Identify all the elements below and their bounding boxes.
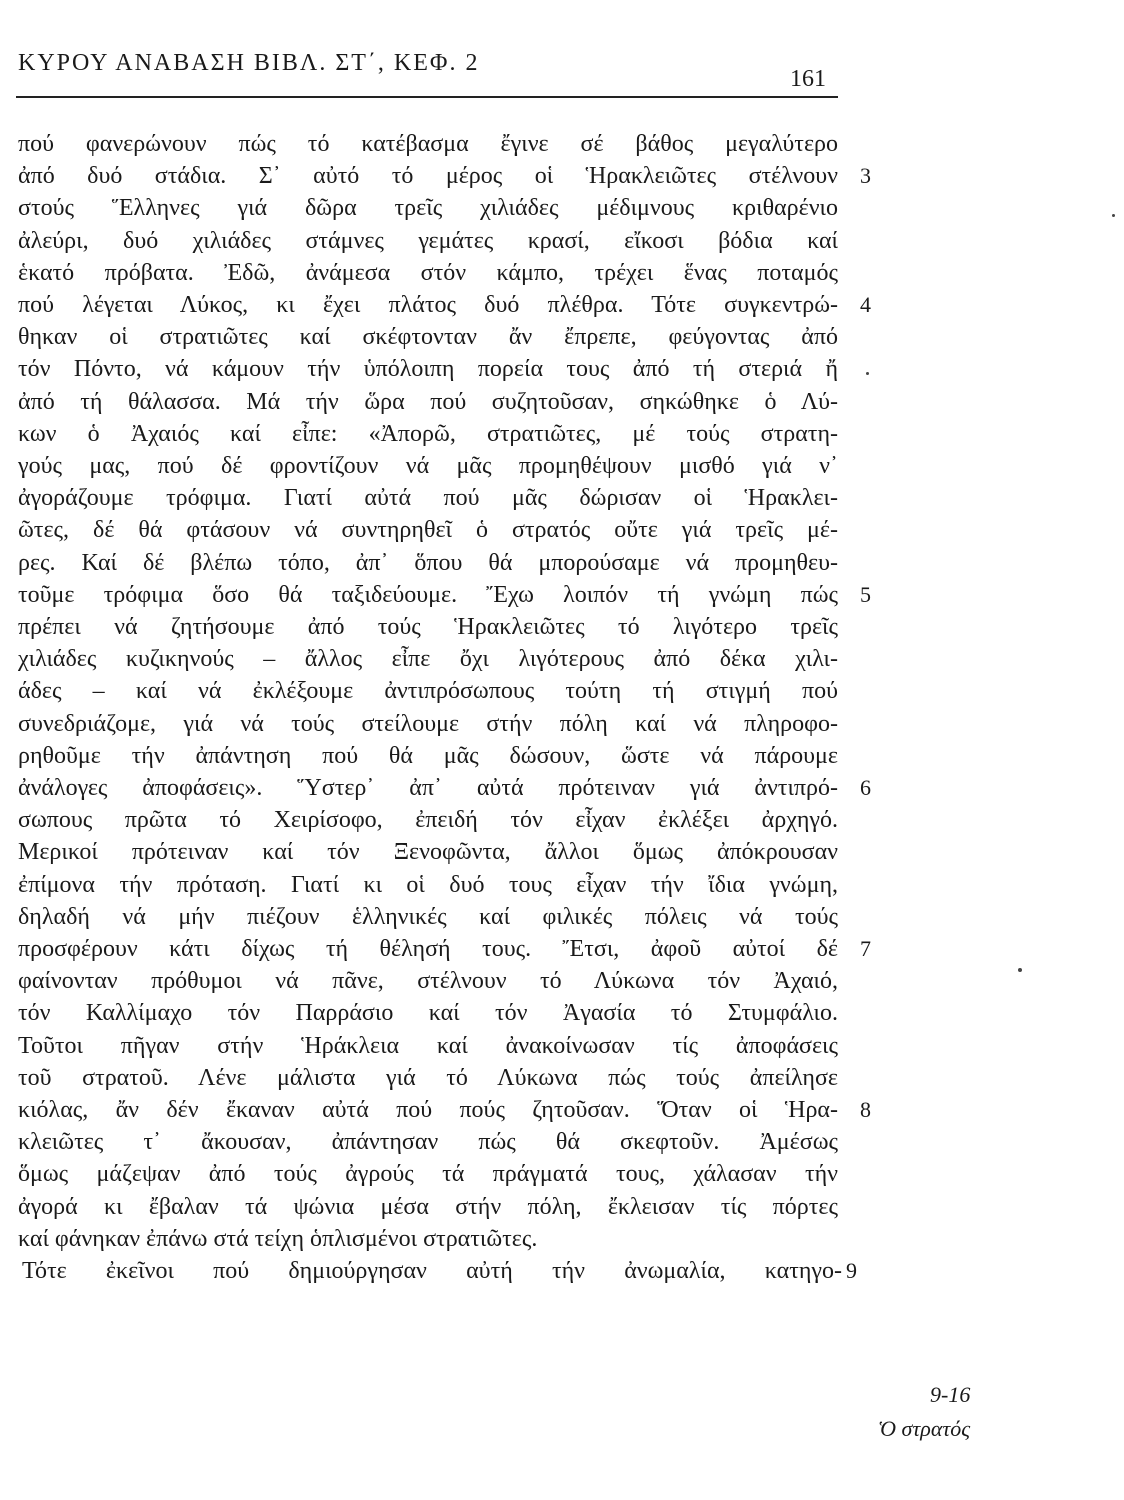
text-line: πού φανερώνουν πώς τό κατέβασμα ἔγινε σέ βάθος μεγαλύτερο (18, 131, 838, 157)
section-number: 5 (860, 581, 871, 607)
text-line: πρέπει νά ζητήσουμε ἀπό τούς Ἡρακλειῶτες τό λιγότερο τρεῖς (18, 614, 838, 640)
text-line: Τοῦτοι πῆγαν στήν Ἡράκλεια καί ἀνακοίνωσαν τίς ἀποφάσεις (18, 1032, 838, 1059)
text-line: ρες. Καί δέ βλέπω τόπο, ἀπ᾿ ὅπου θά μπορούσαμε νά προμηθευ- (18, 549, 838, 576)
text-line: τοῦ στρατοῦ. Λένε μάλιστα γιά τό Λύκωνα πώς τούς ἀπείλησε (18, 1064, 838, 1091)
text-line: τόν Πόντο, νά κάμουν τήν ὑπόλοιπη πορεία τους ἀπό τή στεριά ἤ (18, 356, 838, 383)
page-number: 161 (790, 66, 826, 92)
text-line: ρηθοῦμε τήν ἀπάντηση πού θά μᾶς δώσουν, ὥστε νά πάρουμε (18, 742, 838, 769)
sidenote-range: 9-16 (930, 1382, 971, 1407)
text-line: ἑκατό πρόβατα. Ἐδῶ, ἀνάμεσα στόν κάμπο, τρέχει ἕνας ποταμός (18, 259, 838, 286)
text-line: τόν Καλλίμαχο τόν Παρράσιο καί τόν Ἀγασία τό Στυμφάλιο. (18, 1000, 838, 1027)
text-line: θηκαν οἱ στρατιῶτες καί σκέφτονταν ἄν ἔπρεπε, φεύγοντας ἀπό (18, 324, 838, 351)
section-number: 6 (860, 775, 871, 800)
text-line: ὅμως μάζεψαν ἀπό τούς ἀγρούς τά πράγματά τους, χάλασαν τήν (18, 1161, 838, 1188)
text-line: συνεδριάζομε, γιά νά τούς στείλουμε στήν πόλη καί νά πληροφο- (18, 710, 838, 737)
text-line: ἀπό τή θάλασσα. Μά τήν ὥρα πού συζητοῦσαν, σηκώθηκε ὁ Λύ- (18, 388, 838, 415)
text-line: κλειῶτες τ᾿ ἄκουσαν, ἀπάντησαν πώς θά σκεφτοῦν. Ἀμέσως (18, 1129, 838, 1156)
text-line: τοῦμε τρόφιμα ὅσο θά ταξιδεύουμε. Ἔχω λοιπόν τή γνώμη πώς (18, 581, 838, 608)
text-line: κων ὁ Ἀχαιός καί εἶπε: «Ἀπορῶ, στρατιῶτες, μέ τούς στρατη- (18, 420, 838, 447)
running-header-title: ΚΥΡΟΥ ΑΝΑΒΑΣΗ ΒΙΒΛ. ΣΤ΄, ΚΕΦ. 2 (18, 50, 480, 76)
scan-speck (866, 372, 869, 375)
section-number: 8 (860, 1097, 871, 1122)
text-line: στούς Ἕλληνες γιά δῶρα τρεῖς χιλιάδες μέδιμνους κριθαρένιο (18, 195, 838, 222)
text-line: ἀλεύρι, δυό χιλιάδες στάμνες γεμάτες κρασί, εἴκοσι βόδια καί (18, 227, 838, 254)
text-line: δηλαδή νά μήν πιέζουν ἑλληνικές καί φιλικές πόλεις νά τούς (18, 903, 838, 930)
text-line: ἀγοράζουμε τρόφιμα. Γιατί αὐτά πού μᾶς δώρισαν οἱ Ἡρακλει- (18, 485, 838, 512)
header-divider (16, 96, 838, 98)
text-line: σωπους πρῶτα τό Χειρίσοφο, ἐπειδή τόν εἶχαν ἐκλέξει ἀρχηγό. (18, 807, 838, 834)
text-line: ἀπό δυό στάδια. Σ᾿ αὐτό τό μέρος οἱ Ἡρακλειῶτες στέλνουν (18, 163, 838, 190)
section-number: 9 (846, 1258, 857, 1283)
text-line: προσφέρουν κάτι δίχως τή θέλησή τους. Ἔτσι, ἀφοῦ αὐτοί δέ (18, 936, 838, 962)
section-number: 4 (860, 292, 871, 317)
text-line: καί φάνηκαν ἐπάνω στά τείχη ὁπλισμένοι στρατιῶτες. (18, 1225, 538, 1252)
text-line: ἀγορά κι ἔβαλαν τά ψώνια μέσα στήν πόλη, ἔκλεισαν τίς πόρτες (18, 1193, 838, 1220)
text-line: ῶτες, δέ θά φτάσουν νά συντηρηθεῖ ὁ στρατός οὔτε γιά τρεῖς μέ- (18, 517, 838, 544)
text-line: ἐπίμονα τήν πρόταση. Γιατί κι οἱ δυό τους εἶχαν τήν ἴδια γνώμη, (18, 871, 838, 898)
text-line: ἀνάλογες ἀποφάσεις». Ὕστερ᾿ ἀπ᾿ αὐτά πρότειναν γιά ἀντιπρό- (18, 775, 838, 801)
section-number: 3 (860, 163, 871, 189)
scan-speck (1112, 214, 1115, 217)
text-line: κιόλας, ἄν δέν ἔκαναν αὐτά πού πούς ζητοῦσαν. Ὅταν οἱ Ἡρα- (18, 1097, 838, 1123)
text-line: Τότε ἐκεῖνοι πού δημιούργησαν αὐτή τήν ἀνωμαλία, κατηγο- (22, 1258, 842, 1284)
scan-speck (1018, 968, 1022, 972)
text-line: χιλιάδες κυζικηνούς – ἄλλος εἶπε ὄχι λιγότερους ἀπό δέκα χιλι- (18, 646, 838, 673)
text-line: Μερικοί πρότειναν καί τόν Ξενοφῶντα, ἄλλοι ὅμως ἀπόκρουσαν (18, 839, 838, 866)
text-line: πού λέγεται Λύκος, κι ἔχει πλάτος δυό πλέθρα. Τότε συγκεντρώ- (18, 292, 838, 318)
sidenote-label: Ὁ στρατός (878, 1416, 971, 1441)
section-number: 7 (860, 936, 871, 961)
text-line: φαίνονταν πρόθυμοι νά πᾶνε, στέλνουν τό Λύκωνα τόν Ἀχαιό, (18, 968, 838, 995)
text-line: γούς μας, πού δέ φροντίζουν νά μᾶς προμηθέψουν μισθό γιά ν᾿ (18, 453, 838, 479)
text-line: άδες – καί νά ἐκλέξουμε ἀντιπρόσωπους τούτη τή στιγμή πού (18, 678, 838, 705)
